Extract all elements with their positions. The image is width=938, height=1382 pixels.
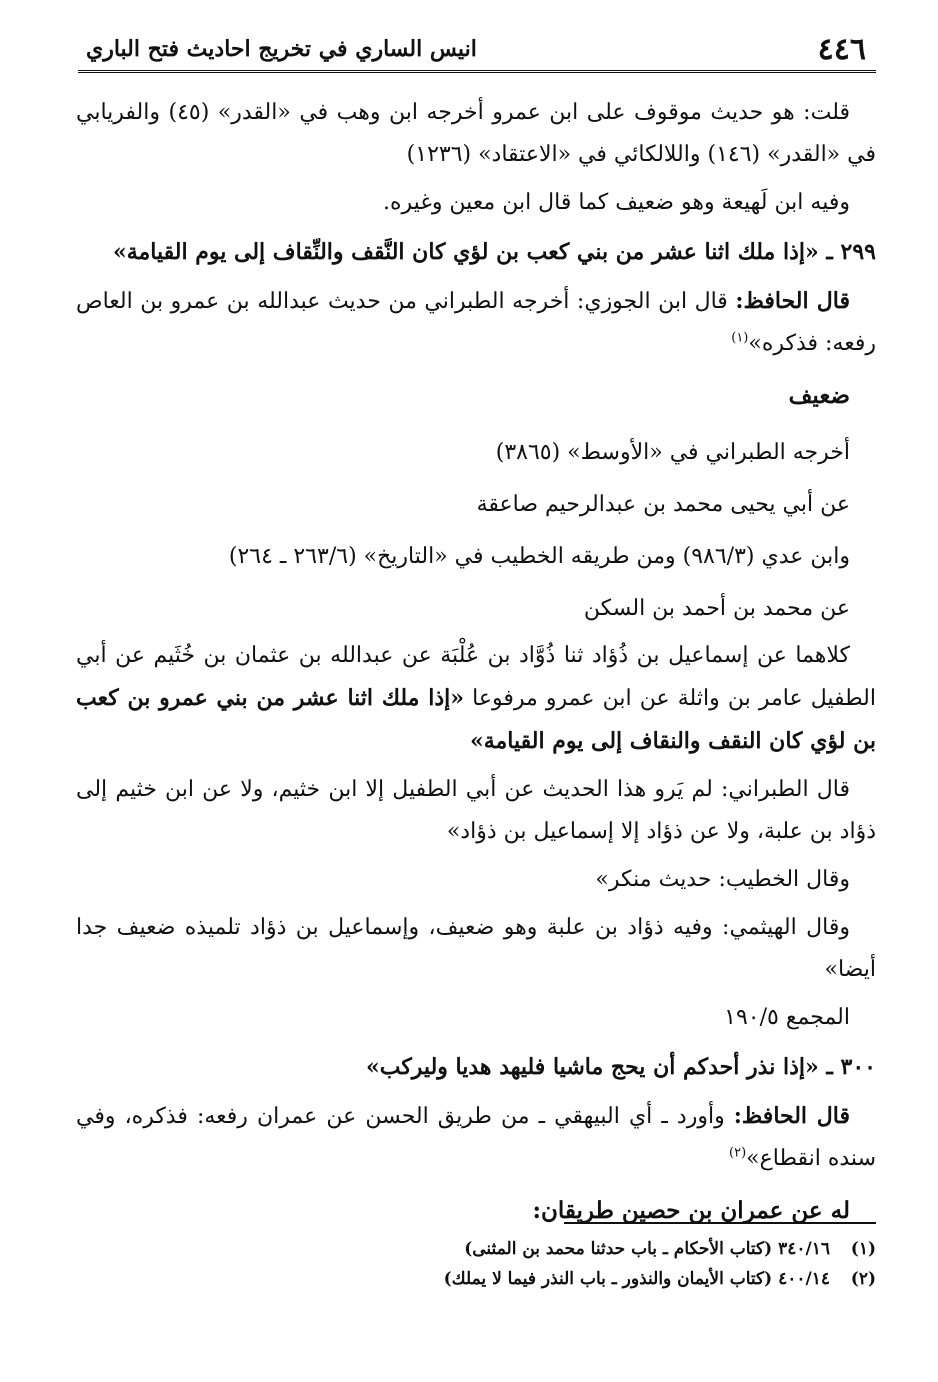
hafiz-label: قال الحافظ: (735, 288, 851, 314)
hafiz-text: قال ابن الجوزي: أخرجه الطبراني من حديث عبدالله بن عمرو بن العاص رفعه: فذكره» (76, 289, 876, 356)
source-line: عن أبي يحيى محمد بن عبدالرحيم صاعقة (476, 492, 850, 517)
hafiz-text: وأورد ـ أي البيهقي ـ من طريق الحسن عن عمران رفعه: فذكره، وفي سنده انقطاع» (76, 1104, 876, 1171)
paragraph-tabarani: قال الطبراني: لم يَرو هذا الحديث عن أبي الطفيل إلا ابن خثيم، ولا عن ابن خثيم إلى ذؤاد بن علبة، ولا عن ذؤاد إلا إسماعيل بن ذؤاد» (76, 777, 876, 844)
footnotes (80, 1234, 876, 1294)
source-line: عن محمد بن أحمد بن السكن (583, 596, 850, 621)
footnote-item (80, 1234, 876, 1264)
footnote-item (80, 1264, 876, 1294)
page-body (76, 92, 876, 1242)
footnote-text: ٤٠٠/١٤ (كتاب الأيمان والنذور ـ باب النذر فيما لا يملك) (443, 1269, 830, 1289)
paragraph-khatib: وقال الخطيب: حديث منكر» (595, 867, 850, 892)
paragraph-chain (76, 635, 876, 763)
paragraph-hafiz-299 (76, 280, 876, 365)
paragraph-note: قلت: هو حديث موقوف على ابن عمرو أخرجه ابن وهب في «القدر» (٤٥) والفريابي في «القدر» (١٤٦) واللالكائي في «الاعتقاد» (١٢٣٦) (76, 100, 876, 167)
source-line: أخرجه الطبراني في «الأوسط» (٣٨٦٥) (495, 440, 850, 465)
hadith-heading-300: ٣٠٠ ـ «إذا نذر أحدكم أن يحج ماشيا فليهد هديا وليركب» (365, 1054, 876, 1080)
hafiz-label: قال الحافظ: (733, 1103, 850, 1129)
source-line: وابن عدي (٩٨٦/٣) ومن طريقه الخطيب في «التاريخ» (٢٦٣/٦ ـ ٢٦٤) (228, 544, 850, 569)
footnote-ref-2: (٢) (729, 1145, 747, 1161)
running-title: انيس الساري في تخريج احاديث فتح الباري (86, 36, 477, 62)
chain-matn: «إذا ملك اثنا عشر من بني عمرو بن كعب بن لؤي كان النقف والنقاف إلى يوم القيامة» (76, 685, 876, 754)
paragraph-haythami: وقال الهيثمي: وفيه ذؤاد بن علبة وهو ضعيف، وإسماعيل بن ذؤاد تلميذه ضعيف جدا أيضا» (76, 915, 876, 982)
footnote-text: ٣٤٠/١٦ (كتاب الأحكام ـ باب حدثنا محمد بن المثنى) (464, 1239, 830, 1259)
chain-text: كلاهما عن إسماعيل بن ذُؤاد ثنا ذُوَّاد بن عُلْبَة عن عبدالله بن عثمان بن خُثَيم عن أبي الطفيل عامر بن واثلة عن ابن عمرو مرفوعا (76, 643, 876, 711)
paragraph-hafiz-300 (76, 1095, 876, 1180)
footnote-number: (٢) (850, 1269, 876, 1289)
subheading-routes: له عن عمران بن حصين طريقان: (532, 1197, 850, 1224)
paragraph-majma: المجمع ١٩٠/٥ (724, 1005, 850, 1030)
hadith-heading-299: ٢٩٩ ـ «إذا ملك اثنا عشر من بني كعب بن لؤي كان النَّقف والنِّقاف إلى يوم القيامة» (112, 239, 876, 265)
page-number: ٤٤٦ (817, 32, 866, 67)
grade-label: ضعيف (788, 382, 850, 409)
footnote-separator (564, 1222, 876, 1224)
page-header (78, 26, 876, 73)
paragraph-weakness: وفيه ابن لَهيعة وهو ضعيف كما قال ابن معين وغيره. (383, 190, 850, 215)
footnote-ref-1: (١) (731, 330, 749, 346)
footnote-number: (١) (850, 1239, 876, 1259)
